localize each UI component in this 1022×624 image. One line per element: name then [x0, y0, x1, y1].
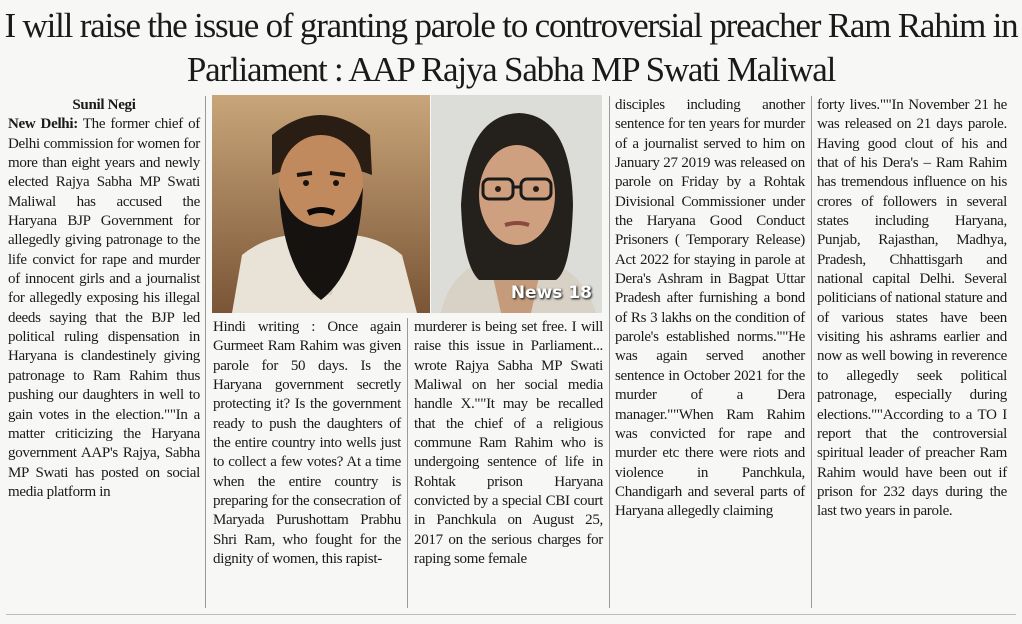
dateline: New Delhi: [8, 116, 78, 133]
column-5-text: forty lives.""In November 21 he was released on 21 days parole. Having good clout of his and that of his Dera's – Ram Rahim has tremendous influence on his crores of followers in several states including Haryana, Punjab, Rajasthan, Madhya, Pradesh, Chhattisgarh and national capital Delhi. Several politicians of national stature and of various states have been visiting his ashrams earlier and now as well bowing in reverence to allegedly seek political patronage, especially during elections.""According to a TO I report that the controversial spiritual leader of preacher Ram Rahim would have been out if prison for 232 days during the last two years in parole. [817, 97, 1007, 520]
column-1-text: The former chief of Delhi commission for women for more than eight years and newly elected Rajya Sabha MP Swati Maliwal has accused the Haryana BJP Government for allegedly giving patronage to the life convict for rape and murder of innocent girls and a journalist for allegedly exposing his illegal deeds saying that the BJP led political ruling dispensation in Haryana is clandestinely giving patronage to Ram Rahim thus pushing our daughters in well to gain votes in the election.""In a matter criticizing the Haryana government AAP's Rajya, Sabha MP Swati has posted on social media platform in [8, 116, 200, 500]
portrait-bearded-man [212, 95, 430, 313]
bottom-border [6, 614, 1016, 615]
portrait-woman-glasses [431, 95, 602, 313]
article-column-4 [615, 96, 805, 522]
photo-ram-rahim [212, 95, 430, 313]
column-2-text: Hindi writing : Once again Gurmeet Ram Rahim was given parole for 50 days. Is the Haryana government secretly protecting it? Is the government ready to push the daughters of the entire country into wells just to collect a few votes? At a time when the entire country is preparing for the consecration of Maryada Purushottam Prabhu Shri Ram, who fought for the dignity of women, this rapist- [213, 319, 401, 568]
column-divider [609, 96, 610, 608]
column-divider [811, 96, 812, 608]
article-column-3 [414, 318, 603, 569]
column-4-text: disciples including another sentence for ten years for murder of a journalist served to him on January 27 2019 was released on parole on Friday by a Rohtak Divisional Commissioner under the Haryana Good Conduct Prisoners ( Temporary Release) Act 2022 for staying in parole at Dera's Ashram in Bagpat Uttar Pradesh after furnishing a bond of Rs 3 lakhs on the condition of parole's established norms.""He was again served another sentence in October 2021 for the murder of a Dera manager.""When Ram Rahim was convicted for rape and murder etc there were riots and violence in Panchkula, Chandigarh and several parts of Haryana allegedly claiming [615, 97, 805, 520]
column-divider [205, 96, 206, 608]
column-divider [407, 318, 408, 608]
photo-swati-maliwal [431, 95, 602, 313]
headline: I will raise the issue of granting parole to controversial preacher Ram Rahim in Parliament : AAP Rajya Sabha MP Swati Maliwal [4, 6, 1018, 89]
news18-watermark: News 18 [510, 283, 592, 303]
byline: Sunil Negi [72, 97, 136, 113]
column-3-text: murderer is being set free. I will raise this issue in Parliament... wrote Rajya Sabha MP Swati Maliwal on her social media handle X.""It may be recalled that the chief of a religious commune Ram Rahim who is undergoing sentence of life in Rohtak prison Haryana convicted by a special CBI court in Panchkula on August 25, 2017 on the serious charges for raping some female [414, 319, 603, 568]
article-column-5 [817, 96, 1007, 522]
article-column-1 [8, 96, 200, 502]
article-column-2 [213, 318, 401, 569]
